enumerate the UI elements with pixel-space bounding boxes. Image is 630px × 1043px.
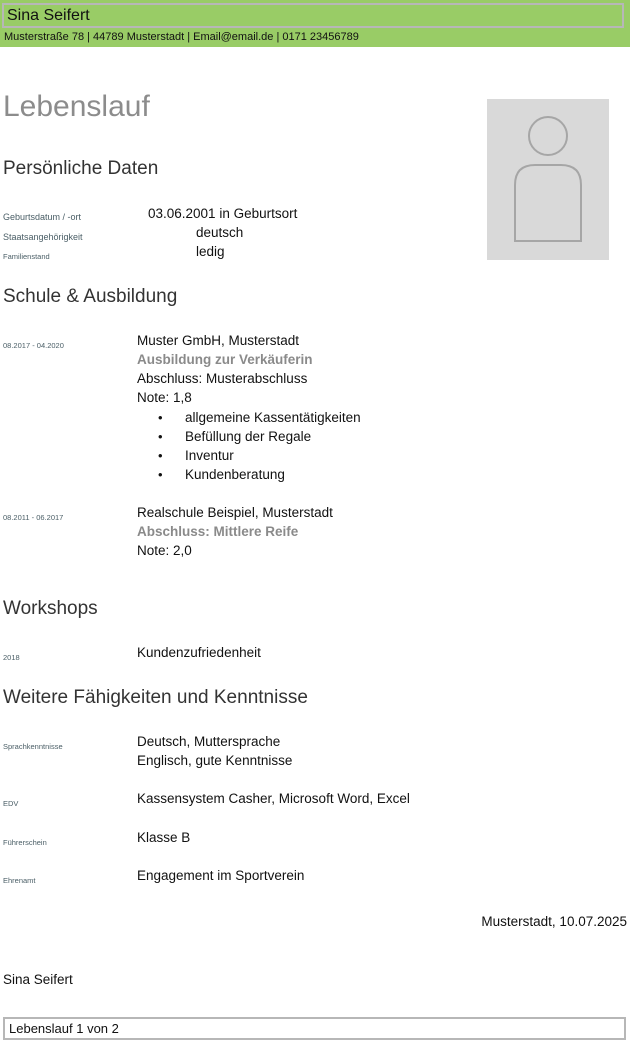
school-institution: Realschule Beispiel, Musterstadt [137, 505, 333, 520]
languages-label: Sprachkenntnisse [3, 742, 63, 751]
languages-value: Deutsch, Muttersprache [137, 734, 281, 749]
signature-name: Sina Seifert [3, 972, 73, 987]
school-degree: Abschluss: Mittlere Reife [137, 524, 299, 539]
school-grade: Note: 2,0 [137, 543, 192, 558]
languages-value: Englisch, gute Kenntnisse [137, 753, 293, 768]
workshop-year: 2018 [3, 653, 20, 662]
footer-page-number: Lebenslauf 1 von 2 [3, 1017, 626, 1040]
bullet-icon: • [158, 429, 163, 444]
school-period: 08.2011 - 06.2017 [3, 513, 64, 522]
skills-heading: Weitere Fähigkeiten und Kenntnisse [3, 687, 308, 708]
workshops-heading: Workshops [3, 598, 98, 619]
nationality-value: deutsch [196, 225, 244, 240]
list-item: Kundenberatung [185, 467, 285, 482]
contact-line: Musterstraße 78 | 44789 Musterstadt | Email@email.de | 0171 23456789 [4, 31, 359, 43]
license-label: Führerschein [3, 838, 47, 847]
bullet-icon: • [158, 467, 163, 482]
page-title: Lebenslauf [3, 90, 150, 123]
list-item: Inventur [185, 448, 234, 463]
workshop-value: Kundenzufriedenheit [137, 645, 261, 660]
education-grade: Note: 1,8 [137, 390, 192, 405]
nationality-label: Staatsangehörigkeit [3, 232, 83, 242]
list-item: Befüllung der Regale [185, 429, 312, 444]
education-institution: Muster GmbH, Musterstadt [137, 333, 300, 348]
bullet-icon: • [158, 410, 163, 425]
edv-value: Kassensystem Casher, Microsoft Word, Excel [137, 791, 410, 806]
education-heading: Schule & Ausbildung [3, 286, 178, 307]
photo-placeholder [487, 99, 609, 260]
place-date: Musterstadt, 10.07.2025 [481, 914, 627, 929]
education-period: 08.2017 - 04.2020 [3, 341, 64, 350]
edv-label: EDV [3, 799, 19, 808]
volunteer-label: Ehrenamt [3, 876, 36, 885]
volunteer-value: Engagement im Sportverein [137, 868, 305, 883]
education-degree: Abschluss: Musterabschluss [137, 371, 308, 386]
birth-label: Geburtsdatum / -ort [3, 212, 82, 222]
education-program: Ausbildung zur Verkäuferin [137, 352, 313, 367]
header-name: Sina Seifert [2, 3, 624, 28]
list-item: allgemeine Kassentätigkeiten [185, 410, 361, 425]
person-placeholder-icon [487, 99, 609, 260]
bullet-icon: • [158, 448, 163, 463]
license-value: Klasse B [137, 830, 191, 845]
birth-value: 03.06.2001 in Geburtsort [148, 206, 298, 221]
personal-heading: Persönliche Daten [3, 158, 159, 179]
marital-label: Familienstand [3, 252, 50, 261]
marital-value: ledig [196, 244, 225, 259]
